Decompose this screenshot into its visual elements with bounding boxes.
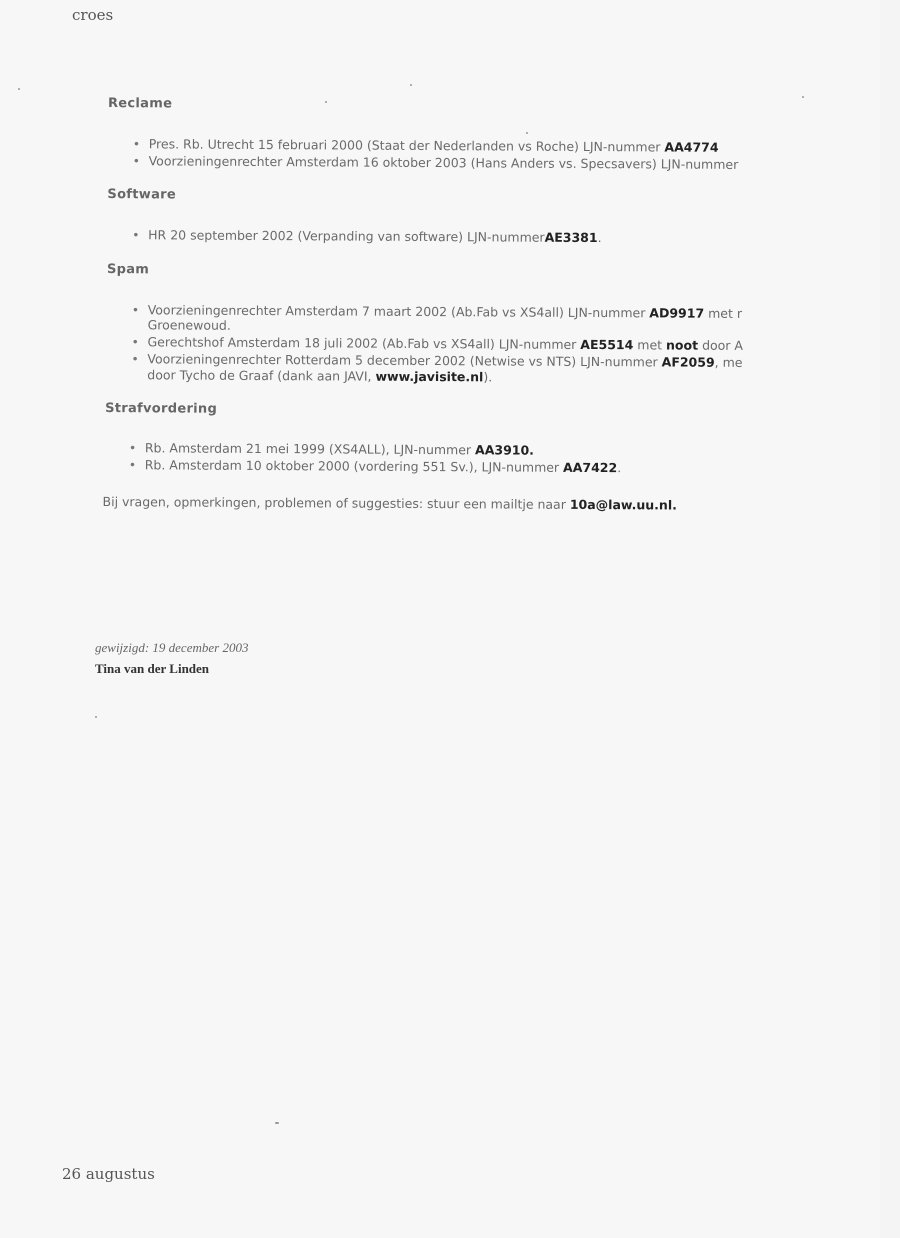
noot-link[interactable]: noot (666, 337, 699, 353)
list-item (132, 227, 602, 245)
list-item (131, 334, 743, 353)
bullet-icon: • (128, 457, 137, 473)
bullet-icon: • (131, 302, 140, 318)
list-item-text: Voorzieningenrechter Rotterdam 5 december 2002 (Netwise vs NTS) LJN-nummer (147, 351, 662, 370)
continuation-suffix: ). (483, 369, 493, 385)
contact-note (103, 494, 677, 513)
list-item-text: Pres. Rb. Utrecht 15 februari 2000 (Staat der Nederlanden vs Roche) LJN-nummer (148, 136, 665, 155)
ljn-link-ae5514[interactable]: AE5514 (580, 336, 634, 353)
javisite-link[interactable]: www.javisite.nl (375, 368, 484, 385)
bullet-icon: • (131, 334, 139, 350)
section-title-strafvordering: Strafvordering (105, 401, 218, 417)
scan-speck (410, 84, 412, 86)
scan-speck (275, 1122, 279, 1124)
section-title-software: Software (107, 187, 177, 203)
bullet-icon: • (132, 153, 141, 169)
list-item-text: Voorzieningenrechter Amsterdam 7 maart 2002 (Ab.Fab vs XS4all) LJN-nummer (147, 302, 650, 321)
list-item-suffix: , me (714, 354, 743, 370)
list-item (133, 136, 719, 155)
bullet-icon: • (128, 440, 137, 456)
bullet-icon: • (132, 136, 141, 152)
scan-speck (802, 96, 804, 98)
footer-date: 26 augustus (62, 1165, 155, 1183)
list-item-continuation: Groenewoud. (147, 317, 231, 333)
list-item-continuation (147, 367, 492, 384)
list-item-suffix: door A (698, 337, 744, 353)
list-item (129, 440, 534, 457)
list-item (133, 153, 739, 172)
list-item-text: Gerechtshof Amsterdam 18 juli 2002 (Ab.Fab vs XS4all) LJN-nummer (147, 334, 581, 352)
scan-speck (526, 132, 528, 134)
section-title-reclame: Reclame (107, 96, 173, 112)
ljn-link-aa3910[interactable]: AA3910. (475, 442, 534, 458)
ljn-link-ae3381[interactable]: AE3381 (544, 229, 598, 246)
ljn-link-af2059[interactable]: AF2059 (661, 354, 715, 370)
list-item-text: Voorzieningenrechter Amsterdam 16 oktober 2003 (Hans Anders vs. Specsavers) LJN-nummer (148, 153, 739, 172)
bullet-icon: • (131, 351, 139, 367)
bullet-icon: • (132, 227, 140, 243)
list-item-suffix: . (597, 230, 602, 246)
header-word: croes (72, 6, 114, 24)
email-link[interactable]: 10a@law.uu.nl. (569, 496, 677, 513)
modified-date: gewijzigd: 19 december 2003 (95, 640, 249, 655)
list-item-suffix: met r (704, 305, 743, 321)
author-name: Tina van der Linden (95, 661, 210, 676)
scan-speck (18, 88, 20, 90)
scan-speck (95, 716, 97, 718)
contact-text: Bij vragen, opmerkingen, problemen of suggesties: stuur een mailtje naar (102, 494, 570, 512)
ljn-link-ad9917[interactable]: AD9917 (649, 305, 705, 321)
section-title-spam: Spam (106, 262, 150, 278)
continuation-text: door Tycho de Graaf (dank aan JAVI, (147, 367, 376, 384)
scan-speck (325, 101, 327, 103)
list-item-mid: met (633, 337, 667, 353)
list-item-text: Rb. Amsterdam 21 mei 1999 (XS4ALL), LJN-nummer (144, 440, 476, 458)
list-item-text: Rb. Amsterdam 10 oktober 2000 (vordering 551 Sv.), LJN-nummer (144, 457, 564, 475)
ljn-link-aa4774[interactable]: AA4774 (664, 139, 719, 155)
list-item-suffix: . (617, 460, 622, 476)
ljn-link-aa7422[interactable]: AA7422 (563, 459, 618, 476)
list-item-text: HR 20 september 2002 (Verpanding van software) LJN-nummer (148, 227, 545, 245)
list-item (129, 457, 622, 475)
